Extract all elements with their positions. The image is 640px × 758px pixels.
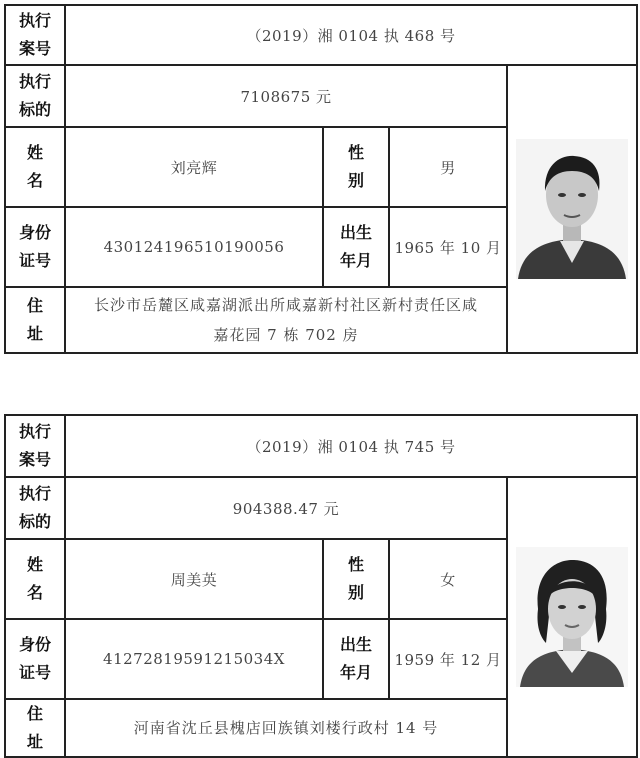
case-number: （2019）湘 0104 执 745 号 xyxy=(65,415,637,477)
label-birth: 出生 年月 xyxy=(323,207,389,287)
label-case-no: 执行 案号 xyxy=(5,5,65,65)
id-number: 430124196510190056 xyxy=(65,207,323,287)
label-gender: 性 别 xyxy=(323,127,389,207)
debtor-record-1 xyxy=(4,4,638,354)
person-name: 刘亮辉 xyxy=(65,127,323,207)
subject-amount: 7108675 元 xyxy=(65,65,507,127)
label-name: 姓 名 xyxy=(5,539,65,619)
debtor-record-2 xyxy=(4,414,638,758)
photo-cell xyxy=(507,65,637,353)
label-gender: 性 别 xyxy=(323,539,389,619)
label-address: 住 址 xyxy=(5,287,65,353)
gender-value: 女 xyxy=(389,539,507,619)
person-name: 周美英 xyxy=(65,539,323,619)
label-case-no: 执行 案号 xyxy=(5,415,65,477)
label-id: 身份 证号 xyxy=(5,207,65,287)
birth-date: 1959 年 12 月 xyxy=(389,619,507,699)
label-subject: 执行 标的 xyxy=(5,65,65,127)
label-birth: 出生 年月 xyxy=(323,619,389,699)
id-number: 41272819591215034X xyxy=(65,619,323,699)
photo-cell xyxy=(507,477,637,757)
label-subject: 执行 标的 xyxy=(5,477,65,539)
case-number: （2019）湘 0104 执 468 号 xyxy=(65,5,637,65)
address-value: 河南省沈丘县槐店回族镇刘楼行政村 14 号 xyxy=(65,699,507,757)
address-value: 长沙市岳麓区咸嘉湖派出所咸嘉新村社区新村责任区咸 嘉花园 7 栋 702 房 xyxy=(65,287,507,353)
portrait-photo-female xyxy=(516,547,628,687)
birth-date: 1965 年 10 月 xyxy=(389,207,507,287)
subject-amount: 904388.47 元 xyxy=(65,477,507,539)
gender-value: 男 xyxy=(389,127,507,207)
label-id: 身份 证号 xyxy=(5,619,65,699)
label-address: 住 址 xyxy=(5,699,65,757)
label-name: 姓 名 xyxy=(5,127,65,207)
portrait-photo-male xyxy=(516,139,628,279)
